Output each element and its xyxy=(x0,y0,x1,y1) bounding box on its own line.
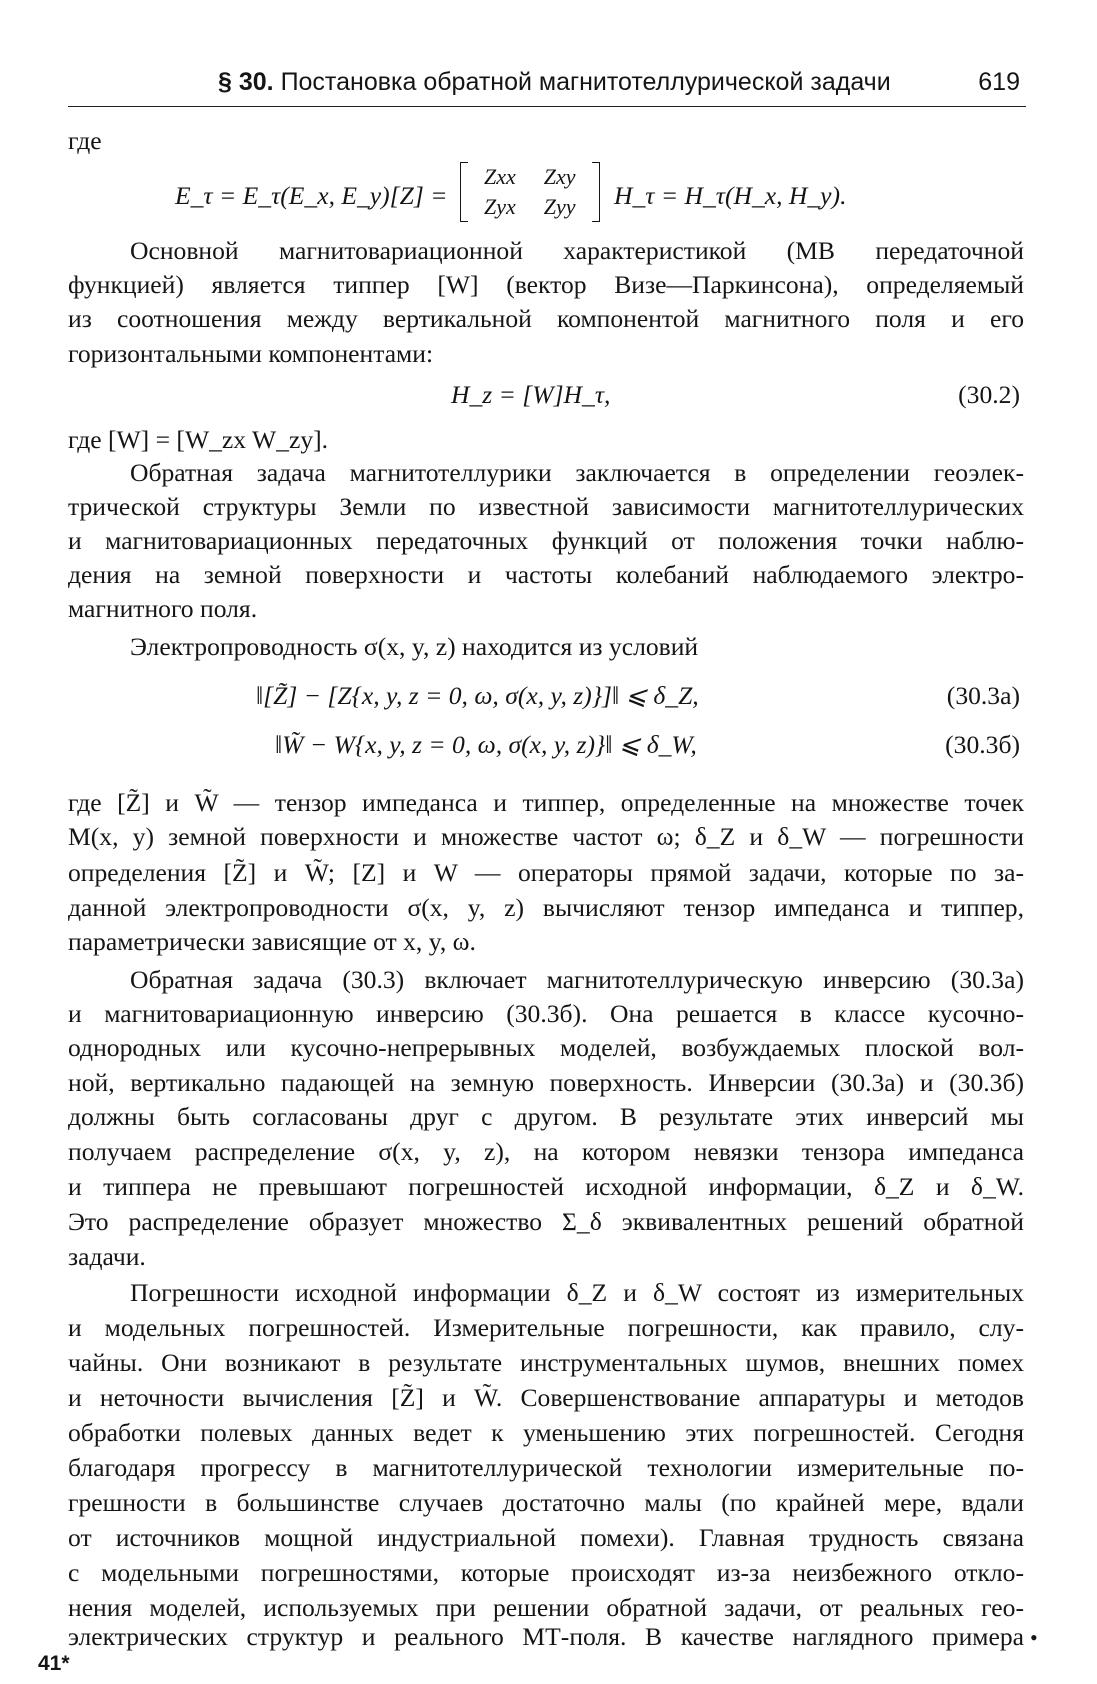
section-number: § 30. xyxy=(218,68,274,96)
text-line: обработки полевых данных ведет к уменьшению этих погрешностей. Сегодня xyxy=(68,1418,1024,1447)
text-line: должны быть согласованы друг с другом. В результате этих инверсий мы xyxy=(68,1102,1024,1131)
text-line: параметрически зависящие от x, y, ω. xyxy=(68,927,476,956)
text-line: где [W] = [W_zx W_zy]. xyxy=(68,425,329,454)
equation-30-3b xyxy=(68,725,1024,765)
running-head xyxy=(68,62,1026,107)
text-line: горизонтальными компонентами: xyxy=(68,339,434,368)
equation-number: (30.3а) xyxy=(946,681,1020,710)
text-line: получаем распределение σ(x, y, z), на котором невязки тензора импеданса xyxy=(68,1137,1024,1166)
matrix-cell: Zxy xyxy=(543,164,576,189)
text-line: с модельными погрешностями, которые происходят из-за неизбежного откло- xyxy=(68,1558,1024,1587)
equation-body: ‖[Z̃] − [Z{x, y, z = 0, ω, σ(x, y, z)}]‖ ⩽ δ_Z, xyxy=(256,681,699,710)
text-line: ной, вертикально падающей на земную поверхность. Инверсии (30.3а) и (30.3б) xyxy=(68,1068,1024,1097)
equation-body: H_z = [W]H_τ, xyxy=(451,380,611,409)
equation-left: E_τ = E_τ(E_x, E_y)[Z] = xyxy=(175,181,448,210)
text-line: Это распределение образует множество Σ_δ эквивалентных решений обратной xyxy=(68,1207,1024,1236)
text-line: чайны. Они возникают в результате инструментальных шумов, внешних помех xyxy=(68,1348,1024,1377)
text-line: Погрешности исходной информации δ_Z и δ_W состоят из измерительных xyxy=(130,1278,1024,1307)
text-line: Основной магнитовариационной характеристикой (МВ передаточной xyxy=(130,236,1024,265)
text-line: определения [Z̃] и W̃; [Z] и W — операторы прямой задачи, которые по за- xyxy=(68,858,1024,887)
signature-mark: 41* xyxy=(38,1652,70,1675)
text-line: грешности в большинстве случаев достаточно малы (по крайней мере, вдали xyxy=(68,1488,1024,1517)
section-title: Постановка обратной магнитотеллурической задачи xyxy=(280,68,891,96)
matrix-cell: Zyx xyxy=(484,194,516,219)
text-line: благодаря прогрессу в магнитотеллурической технологии измерительные по- xyxy=(68,1453,1024,1482)
margin-dot: • xyxy=(1030,1625,1038,1650)
text-line: Электропроводность σ(x, y, z) находится из условий xyxy=(130,632,699,661)
text-line: Обратная задача магнитотеллурики заключается в определении геоэлек- xyxy=(130,458,1024,487)
text-line: данной электропроводности σ(x, y, z) вычисляют тензор импеданса и типпер, xyxy=(68,893,1024,922)
text-line: и типпера не превышают погрешностей исходной информации, δ_Z и δ_W. xyxy=(68,1172,1024,1201)
text-line: M(x, y) земной поверхности и множестве частот ω; δ_Z и δ_W — погрешности xyxy=(68,822,1024,851)
equation-body: ‖W̃ − W{x, y, z = 0, ω, σ(x, y, z)}‖ ⩽ δ_W, xyxy=(275,730,697,759)
text-line: где [Z̃] и W̃ — тензор импеданса и типпер, определенные на множестве точек xyxy=(68,788,1024,817)
text-line: функцией) является типпер [W] (вектор Визе—Паркинсона), определяемый xyxy=(68,270,1024,299)
text-line: магнитного поля. xyxy=(68,594,258,623)
text-line: электрических структур и реального МТ-поля. В качестве наглядного примера xyxy=(68,1622,1024,1651)
equation-number: (30.2) xyxy=(958,380,1020,409)
equation-right: H_τ = H_τ(H_x, H_y). xyxy=(614,181,847,210)
text-line: и магнитовариационную инверсию (30.3б). Она решается в классе кусочно- xyxy=(68,999,1024,1028)
text-line: задачи. xyxy=(68,1242,146,1271)
text-line: и модельных погрешностей. Измерительные погрешности, как правило, слу- xyxy=(68,1313,1024,1342)
impedance-matrix xyxy=(456,162,604,222)
text-line: Обратная задача (30.3) включает магнитотеллурическую инверсию (30.3а) xyxy=(130,965,1024,994)
matrix-cell: Zxx xyxy=(484,164,516,189)
text-line: из соотношения между вертикальной компонентой магнитного поля и его xyxy=(68,304,1024,333)
text-line: нения моделей, используемых при решении обратной задачи, от реальных гео- xyxy=(68,1593,1024,1622)
text-line: однородных или кусочно-непрерывных моделей, возбуждаемых плоской вол- xyxy=(68,1033,1024,1062)
equation-number: (30.3б) xyxy=(945,730,1020,759)
text-line: от источников мощной индустриальной помехи). Главная трудность связана xyxy=(68,1523,1024,1552)
text-line: где xyxy=(68,126,102,155)
text-line: и магнитовариационных передаточных функций от положения точки наблю- xyxy=(68,526,1024,555)
equation-30-3a xyxy=(68,676,1024,716)
running-title xyxy=(218,68,891,97)
equation-impedance xyxy=(68,162,1024,232)
text-line: и неточности вычисления [Z̃] и W̃. Совершенствование аппаратуры и методов xyxy=(68,1383,1024,1412)
text-line: трической структуры Земли по известной зависимости магнитотеллурических xyxy=(68,492,1024,521)
equation-30-2 xyxy=(68,375,1024,415)
text-line: дения на земной поверхности и частоты колебаний наблюдаемого электро- xyxy=(68,560,1024,589)
matrix-cell: Zyy xyxy=(543,194,576,219)
page-number: 619 xyxy=(978,68,1020,96)
